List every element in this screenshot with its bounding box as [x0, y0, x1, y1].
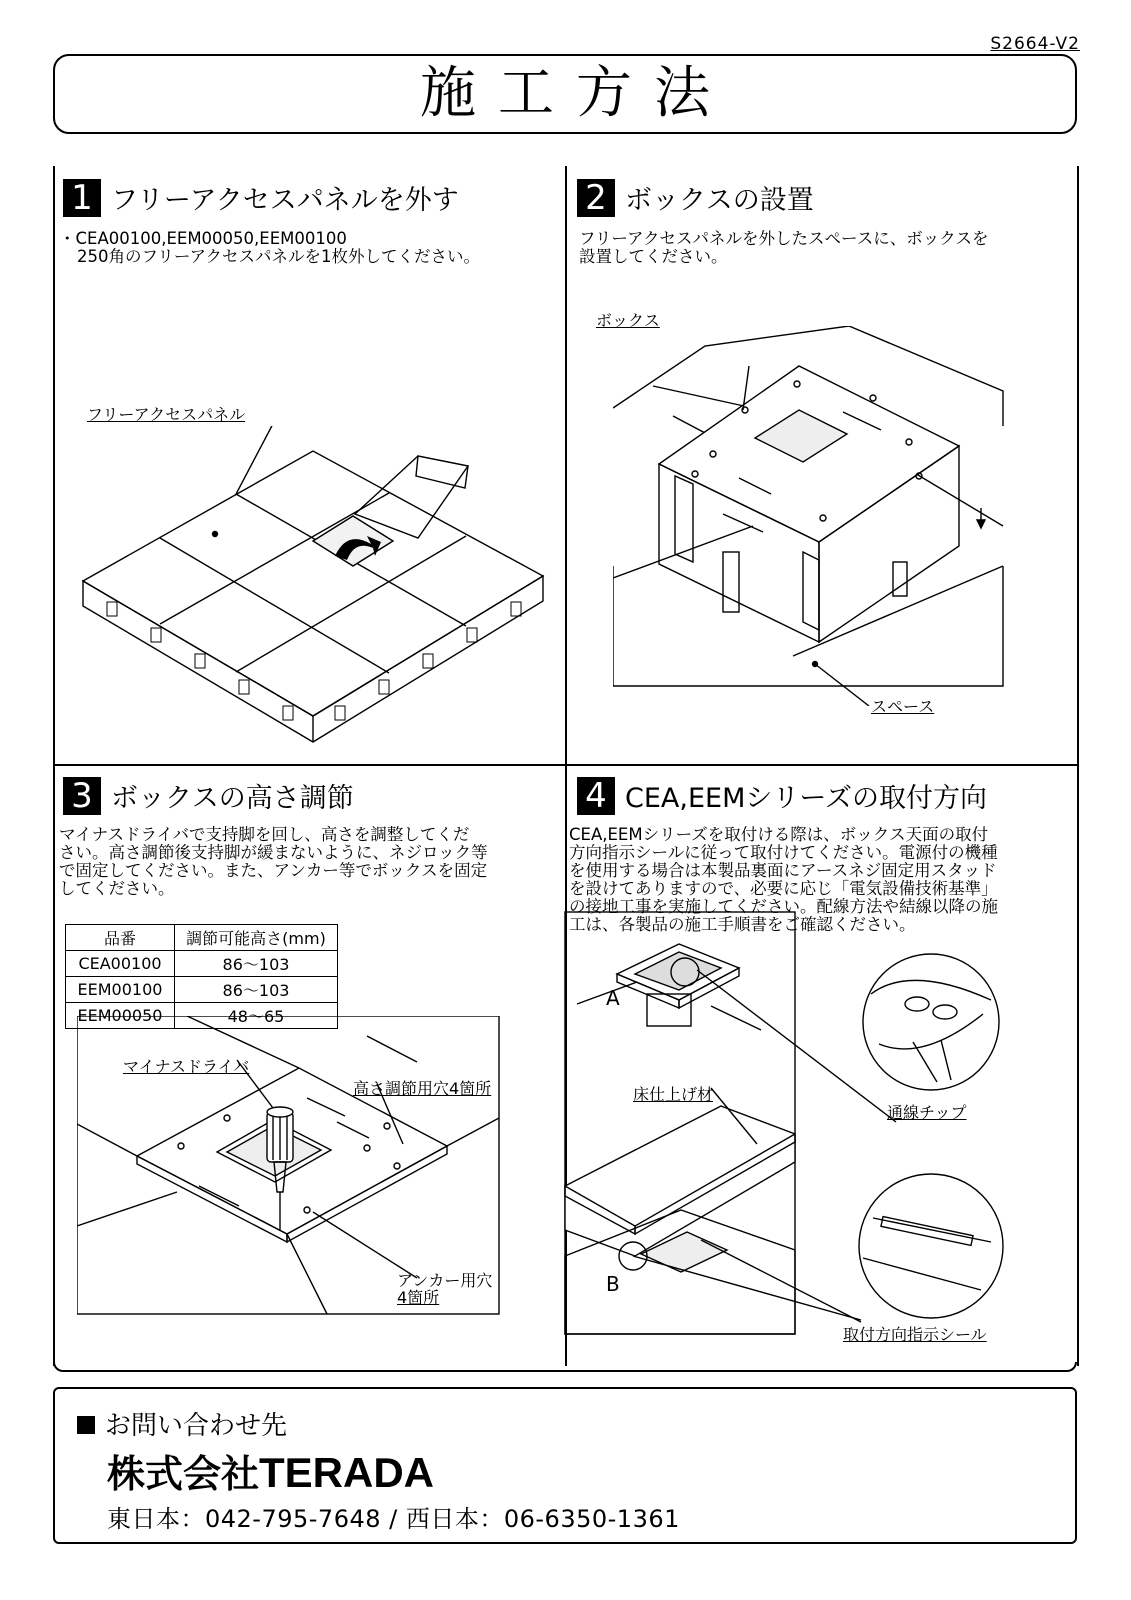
table-cell: EEM00100 [66, 977, 175, 1003]
instruction-grid [53, 166, 1077, 1366]
panel-removal-illustration [73, 426, 553, 756]
section-4-number: 4 [577, 777, 615, 815]
label-anchor-line: 4箇所 [397, 1288, 440, 1307]
table-cell: 86～103 [175, 977, 338, 1003]
section-4-text-line: を使用する場合は本製品裏面にアースネジ固定用スタッド [569, 861, 997, 880]
table-header: 調節可能高さ(mm) [175, 925, 338, 951]
section-1-number: 1 [63, 179, 101, 217]
section-4-title: CEA,EEMシリーズの取付方向 [625, 783, 988, 814]
section-3-text-line: マイナスドライバで支持脚を回し、高さを調整してくだ [59, 825, 470, 844]
label-detail-b: B [606, 1272, 620, 1296]
contact-box [53, 1387, 1077, 1544]
height-adjustment-table [65, 924, 338, 1029]
section-3-text [59, 826, 488, 898]
label-height-holes: 高さ調節用穴4箇所 [353, 1079, 492, 1098]
label-anchor-line: アンカー用穴 [397, 1271, 493, 1290]
box-installation-illustration [613, 326, 1053, 706]
section-4-text-line: 方向指示シールに従って取付けてください。電源付の機種 [569, 843, 998, 862]
table-row [66, 951, 338, 977]
phone-numbers: 東日本：042-795-7648 / 西日本：06-6350-1361 [107, 1505, 680, 1533]
section-3-number: 3 [63, 777, 101, 815]
page-title-box [53, 54, 1077, 134]
company-name [107, 1443, 434, 1498]
table-header-row [66, 925, 338, 951]
square-bullet-icon [77, 1416, 95, 1434]
mounting-direction-illustration [561, 910, 1061, 1342]
section-3-title: ボックスの高さ調節 [111, 783, 354, 814]
table-cell: 86～103 [175, 951, 338, 977]
height-adjustment-illustration [77, 1016, 502, 1318]
label-space: スペース [871, 697, 935, 716]
section-4-text-line: の接地工事を実施してください。配線方法や結線以降の施 [569, 897, 998, 916]
section-4-text-line: 工は、各製品の施工手順書をご確認ください。 [569, 915, 916, 934]
contact-heading-text: お問い合わせ先 [105, 1411, 288, 1441]
section-2-number: 2 [577, 179, 615, 217]
section-1-text [59, 230, 480, 266]
table-cell: CEA00100 [66, 951, 175, 977]
label-screwdriver: マイナスドライバ [123, 1057, 250, 1076]
grid-border-right [1077, 166, 1079, 1366]
label-floor-finish: 床仕上げ材 [633, 1085, 714, 1104]
section-1-header [63, 178, 459, 217]
grid-border-left [53, 166, 55, 1366]
section-3-text-line: で固定してください。また、アンカー等でボックスを固定 [59, 861, 488, 880]
grid-border-bottom [53, 1362, 1077, 1372]
section-1-title: フリーアクセスパネルを外す [111, 185, 459, 216]
section-2-text-line: フリーアクセスパネルを外したスペースに、ボックスを [579, 229, 989, 248]
section-4-text-line: を設けてありますので、必要に応じ「電気設備技術基準」 [569, 879, 998, 898]
contact-heading [77, 1405, 287, 1442]
page-title: 施工方法 [420, 61, 732, 126]
section-2-text [579, 230, 989, 266]
section-2-text-line: 設置してください。 [579, 247, 728, 266]
company-brand: TERADA [259, 1449, 435, 1496]
company-prefix: 株式会社 [107, 1452, 260, 1496]
section-4-text-line: CEA,EEMシリーズを取付ける際は、ボックス天面の取付 [569, 825, 989, 844]
label-wiring-chip: 通線チップ [887, 1103, 967, 1122]
table-cell: EEM00050 [66, 1003, 175, 1029]
section-3-header [63, 776, 354, 815]
label-detail-a: A [606, 986, 620, 1010]
label-free-access-panel: フリーアクセスパネル [87, 405, 246, 424]
section-3-text-line: さい。高さ調節後支持脚が緩まないように、ネジロック等 [59, 843, 488, 862]
section-3-text-line: してください。 [59, 879, 175, 898]
grid-divider-horizontal [53, 764, 1079, 766]
document-id: S2664-V2 [990, 34, 1080, 54]
section-1-text-line: 250角のフリーアクセスパネルを1枚外してください。 [77, 247, 481, 266]
table-header: 品番 [66, 925, 175, 951]
table-cell: 48～65 [175, 1003, 338, 1029]
section-4-header [577, 776, 987, 815]
label-box: ボックス [596, 311, 660, 330]
section-2-header [577, 178, 814, 217]
section-1-text-line: ・CEA00100,EEM00050,EEM00100 [59, 229, 347, 248]
label-direction-seal: 取付方向指示シール [843, 1325, 987, 1344]
section-2-title: ボックスの設置 [625, 185, 814, 216]
table-row [66, 977, 338, 1003]
